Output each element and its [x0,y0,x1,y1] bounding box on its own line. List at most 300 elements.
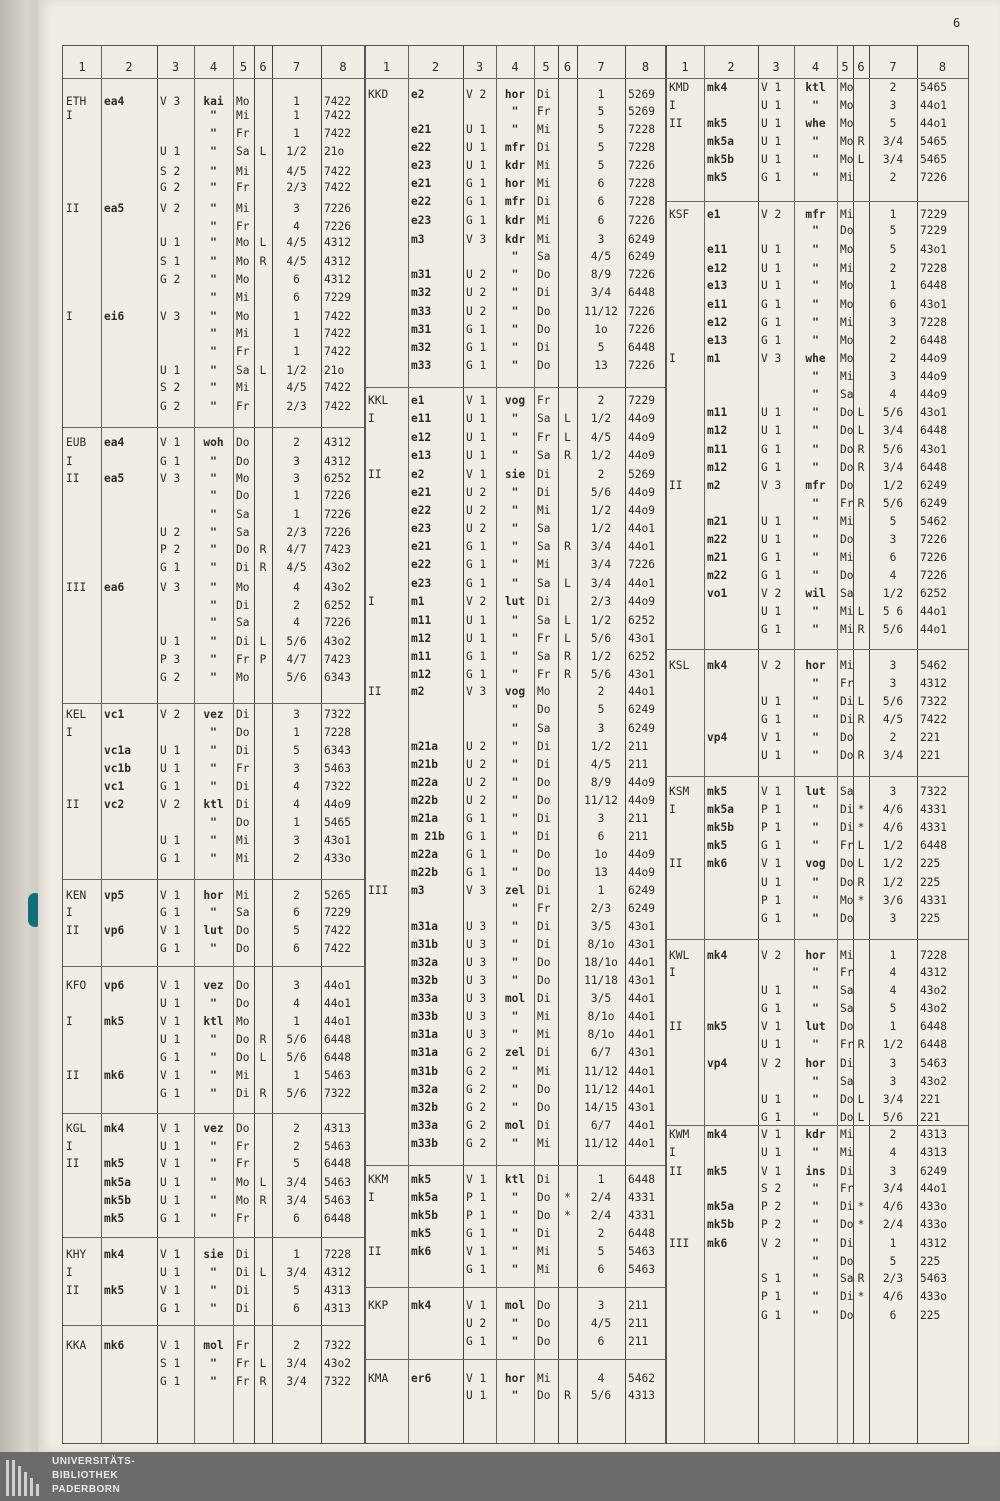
table-cell: II [66,1284,80,1297]
table-cell: Sa [236,526,250,539]
table-cell: mk5 [104,1284,125,1297]
table-cell: S 1 [761,1272,782,1285]
table-cell: sie [203,1248,224,1261]
table-cell: 7228 [628,123,655,136]
table-cell: 2 [597,394,605,407]
group-divider [666,201,968,202]
table-cell: " [210,1302,217,1315]
table-cell: m21b [411,758,438,771]
table-cell: Sa [840,587,854,600]
table-cell: P [259,653,267,666]
table-cell: 44o1 [920,99,947,112]
table-cell: 5/6 [286,1051,307,1064]
table-cell: Mo [236,472,250,485]
table-cell: m32a [411,1083,438,1096]
table-cell: Di [236,780,250,793]
table-cell: 5 [293,744,300,757]
table-cell: Do [236,726,250,739]
table-cell: " [210,489,217,502]
table-cell: 7226 [628,359,655,372]
table-cell: lut [203,924,224,937]
table-cell: Fr [537,431,551,444]
table-cell: 7422 [324,381,351,394]
table-cell: " [511,740,519,753]
table-cell: 3 [889,316,897,329]
table-cell: G 1 [761,298,782,311]
table-cell: P 2 [761,1218,782,1231]
table-cell: " [511,614,519,627]
table-cell: II [368,468,382,481]
table-cell: mk5 [104,1157,125,1170]
table-cell: R [259,561,267,574]
table-cell: Fr [236,1140,250,1153]
table-cell: e22 [411,504,432,517]
table-cell: mk6 [411,1245,432,1258]
table-cell: Fr [840,966,854,979]
table-cell: kdr [504,233,526,246]
table-cell: 5465 [920,81,947,94]
table-cell: G 1 [160,942,181,955]
table-cell: 4 [889,984,897,997]
table-cell: Fr [236,345,250,358]
table-cell: 3/4 [590,540,612,553]
table-cell: mol [203,1339,224,1352]
group-divider [666,939,968,940]
table-cell: L [857,695,865,708]
table-cell: U 3 [466,956,487,969]
table-cell: vp5 [104,889,125,902]
table-cell: 4/5 [286,561,307,574]
table-cell: 4 [597,1372,605,1385]
table-cell: 5462 [920,515,947,528]
table-cell: V 1 [160,1015,181,1028]
table-cell: Do [840,406,854,419]
table-cell: " [812,1255,819,1268]
table-cell: V 2 [761,208,782,221]
table-cell: m31 [411,323,432,336]
table-cell: 1 [889,1020,897,1033]
table-cell: m12 [411,668,432,681]
table-cell: vc2 [104,798,125,811]
table-cell: vez [203,1122,224,1135]
table-cell: * [857,1290,865,1303]
table-cell: Di [236,798,250,811]
table-cell: V 1 [466,1173,487,1186]
table-cell: 2/3 [882,1272,904,1285]
table-cell: G 1 [466,558,487,571]
column-header: 5 [239,60,248,74]
table-cell: 4313 [324,1302,351,1315]
table-cell: " [210,906,217,919]
table-cell: Sa [840,984,854,997]
table-cell: mk6 [707,857,728,870]
table-cell: P 2 [761,1200,782,1213]
table-cell: U 3 [466,920,487,933]
table-cell: 4/5 [286,236,307,249]
table-cell: Fr [236,1375,250,1388]
table-cell: 7422 [920,713,947,726]
table-cell: P 1 [761,894,782,907]
table-cell: Do [840,912,854,925]
table-cell: 5/6 [286,635,307,648]
table-cell: 3 [293,834,300,847]
table-cell: U 2 [466,504,487,517]
table-cell: Di [236,1284,250,1297]
group-divider [365,1359,666,1360]
table-cell: " [812,153,819,166]
table-cell: 44o1 [324,997,351,1010]
table-cell: " [511,504,519,517]
table-cell: " [812,99,819,112]
table-cell: 1 [889,279,897,292]
table-cell: 6343 [324,671,351,684]
table-cell: ins [805,1165,826,1178]
table-cell: Mi [236,889,250,902]
table-cell: Do [840,533,854,546]
header-divider [63,78,365,79]
table-cell: 4 [889,1146,897,1159]
table-cell: ea4 [104,436,125,449]
table-cell: 4313 [628,1389,655,1402]
table-cell: 5 [293,924,300,937]
table-cell: 6252 [920,587,947,600]
table-cell: 4331 [920,821,947,834]
table-cell: L [857,406,865,419]
table-cell: " [812,461,819,474]
table-cell: 6448 [920,1038,947,1051]
table-cell: U 1 [466,431,487,444]
table-cell: 3 [889,659,897,672]
table-cell: 6448 [920,839,947,852]
table-cell: V 1 [466,394,487,407]
column-divider [794,46,795,1443]
table-cell: Fr [537,394,551,407]
table-cell: " [210,472,217,485]
table-cell: 6 [293,273,300,286]
table-cell: 6 [597,830,605,843]
table-cell: G 1 [466,540,487,553]
table-cell: G 1 [466,214,487,227]
table-cell: 5 [889,1255,897,1268]
table-cell: R [857,1272,865,1285]
table-cell: Di [537,595,551,608]
table-cell: " [812,984,819,997]
table-cell: Mo [236,95,250,108]
table-cell: 4/6 [882,821,904,834]
table-cell: 4 [293,220,300,233]
table-cell: Mo [236,310,250,323]
table-cell: Fr [840,839,854,852]
table-cell: V 3 [466,233,487,246]
column-header: 8 [641,60,650,74]
table-cell: 2 [889,1128,897,1141]
table-cell: " [812,1038,819,1051]
table-cell: " [812,1272,819,1285]
table-cell: m1 [411,595,425,608]
table-cell: mk5 [411,1227,432,1240]
column-divider [463,46,464,1443]
table-cell: 7226 [628,159,655,172]
table-cell: Di [840,1237,854,1250]
table-cell: " [210,1284,217,1297]
table-cell: Sa [236,508,250,521]
table-cell: I [669,803,676,816]
table-cell: 6343 [324,744,351,757]
table-cell: I [66,906,73,919]
table-cell: Fr [537,105,551,118]
table-cell: m22b [411,794,438,807]
table-cell: V 1 [761,1165,782,1178]
table-cell: 44o1 [628,1119,655,1132]
table-cell: U 1 [761,1093,782,1106]
table-cell: " [210,1157,217,1170]
table-cell: KHY [66,1248,87,1261]
table-cell: V 1 [466,468,487,481]
column-header: 1 [681,60,689,74]
table-cell: R [857,713,865,726]
table-cell: m32 [411,341,432,354]
table-cell: " [511,577,519,590]
table-cell: 7322 [324,708,351,721]
table-cell: 43o1 [628,632,655,645]
table-cell: * [857,1218,865,1231]
timetable-block-2 [364,45,667,1444]
table-cell: U 2 [466,794,487,807]
column-divider [558,46,559,1443]
table-cell: Mo [236,273,250,286]
table-cell: mk5b [707,153,734,166]
table-cell: S 1 [160,1357,181,1370]
table-cell: " [511,359,519,372]
table-cell: 211 [628,1335,649,1348]
table-cell: Do [537,1191,551,1204]
table-cell: Mi [840,623,854,636]
table-cell: 4331 [628,1209,655,1222]
table-cell: " [812,262,819,275]
table-cell: I [66,1015,73,1028]
column-divider [101,46,102,1443]
table-cell: V 2 [160,708,181,721]
table-cell: Mo [840,279,854,292]
table-cell: " [210,327,217,340]
table-cell: 4312 [324,255,351,268]
column-header: 2 [431,60,440,74]
table-cell: 1/2 [590,449,612,462]
table-cell: 221 [920,1093,941,1106]
table-cell: Fr [537,668,551,681]
table-cell: m22a [411,776,438,789]
table-cell: L [857,605,865,618]
table-cell: mk5 [707,171,728,184]
table-cell: 1/2 [882,479,904,492]
table-cell: 1 [293,327,300,340]
table-cell: Sa [840,388,854,401]
table-cell: 433o [920,1290,947,1303]
table-cell: Mo [840,243,854,256]
table-cell: L [259,145,267,158]
table-cell: G 1 [466,359,487,372]
table-cell: m32 [411,286,432,299]
table-cell: 225 [920,912,941,925]
table-cell: m11 [411,650,432,663]
table-cell: vog [805,857,826,870]
table-cell: mk5 [707,1165,728,1178]
table-cell: Mo [236,1176,250,1189]
column-header: 3 [171,60,180,74]
table-cell: 44o1 [920,117,947,130]
table-cell: G 1 [761,713,782,726]
table-cell: mk5 [104,1015,125,1028]
table-cell: G 1 [466,812,487,825]
table-cell: Do [537,1317,551,1330]
table-cell: Di [537,468,551,481]
table-cell: mk5 [104,1212,125,1225]
table-cell: 44o9 [920,370,947,383]
table-cell: Mi [537,1372,551,1385]
table-cell: 4312 [324,273,351,286]
table-cell: Do [537,359,551,372]
table-cell: R [857,876,865,889]
table-cell: G 1 [761,461,782,474]
table-cell: 2/4 [590,1191,612,1204]
table-cell: " [511,1010,519,1023]
table-cell: vc1 [104,780,125,793]
table-cell: V 3 [160,310,181,323]
table-cell: " [812,515,819,528]
table-cell: V 1 [466,1299,487,1312]
table-cell: " [210,1033,217,1046]
table-cell: m33b [411,1137,438,1150]
table-cell: ETH [66,95,87,108]
table-cell: * [857,894,865,907]
table-cell: 5463 [324,762,351,775]
table-cell: " [511,522,519,535]
table-cell: 7422 [324,924,351,937]
table-cell: L [857,857,865,870]
table-cell: 6249 [920,497,947,510]
table-cell: woh [203,436,224,449]
table-cell: " [511,449,519,462]
table-cell: m31a [411,1046,438,1059]
table-cell: 44o9 [628,794,655,807]
table-cell: 21o [324,364,345,377]
table-cell: 6448 [920,1020,947,1033]
table-cell: V 1 [466,1372,487,1385]
table-cell: 1/2 [286,364,307,377]
table-cell: 5 [889,243,897,256]
table-cell: Do [236,489,250,502]
group-divider [365,1287,666,1288]
table-cell: " [210,1087,217,1100]
table-cell: Fr [537,632,551,645]
table-cell: sie [504,468,526,481]
table-cell: 44o1 [628,522,655,535]
table-cell: " [511,1137,519,1150]
table-cell: Do [840,857,854,870]
table-cell: Do [840,731,854,744]
table-cell: mol [504,992,526,1005]
table-cell: U 1 [761,533,782,546]
table-cell: " [812,713,819,726]
table-cell: V 3 [160,95,181,108]
table-cell: Mi [236,1069,250,1082]
table-cell: hor [504,1372,526,1385]
table-cell: m2 [707,479,721,492]
table-cell: e12 [707,316,728,329]
table-cell: e13 [707,279,728,292]
table-cell: " [210,1140,217,1153]
table-cell: vez [203,708,224,721]
table-cell: e23 [411,159,432,172]
table-cell: lut [805,1020,826,1033]
table-cell: V 2 [761,587,782,600]
table-cell: P 3 [160,653,181,666]
table-cell: V 2 [466,595,487,608]
table-cell: V 1 [160,979,181,992]
table-cell: G 2 [160,400,181,413]
table-cell: G 2 [160,181,181,194]
table-cell: P 2 [160,543,181,556]
logo-line-1: UNIVERSITÄTS- [52,1456,136,1467]
table-cell: whe [805,117,826,130]
table-cell: 44o1 [628,1028,655,1041]
table-cell: 6448 [324,1157,351,1170]
table-cell: 44o1 [920,1182,947,1195]
table-cell: e1 [411,394,425,407]
table-cell: Do [236,1122,250,1135]
table-cell: 225 [920,1309,941,1322]
table-cell: 3 [293,708,300,721]
table-cell: " [511,902,519,915]
table-cell: 7226 [324,526,351,539]
table-cell: G 2 [466,1046,487,1059]
table-cell: 44o1 [628,1010,655,1023]
group-divider [63,703,365,704]
table-cell: Do [840,749,854,762]
table-cell: Mi [840,1128,854,1141]
table-cell: " [511,1263,519,1276]
table-cell: 4/5 [590,1317,612,1330]
table-cell: KMD [669,81,690,94]
table-cell: KSM [669,785,690,798]
table-cell: U 2 [160,526,181,539]
table-cell: 221 [920,731,941,744]
table-cell: " [511,1245,519,1258]
table-cell: " [210,1357,217,1370]
table-cell: m3 [411,233,425,246]
table-cell: 2 [597,685,605,698]
table-cell: S 2 [761,1182,782,1195]
table-cell: Mo [236,671,250,684]
table-cell: 7422 [324,181,351,194]
table-cell: 44o9 [628,431,655,444]
table-cell: 44o1 [324,979,351,992]
table-cell: " [812,839,819,852]
table-cell: G 1 [160,1051,181,1064]
table-cell: 1/2 [882,857,904,870]
table-cell: U 1 [466,123,487,136]
table-cell: ea4 [104,95,125,108]
table-cell: 2 [889,352,897,365]
table-cell: 7322 [324,780,351,793]
table-cell: I [66,109,73,122]
table-cell: Do [537,268,551,281]
table-cell: e21 [411,540,432,553]
table-cell: 7322 [324,1087,351,1100]
table-cell: " [812,1200,819,1213]
table-cell: R [857,749,865,762]
table-cell: Di [537,195,551,208]
